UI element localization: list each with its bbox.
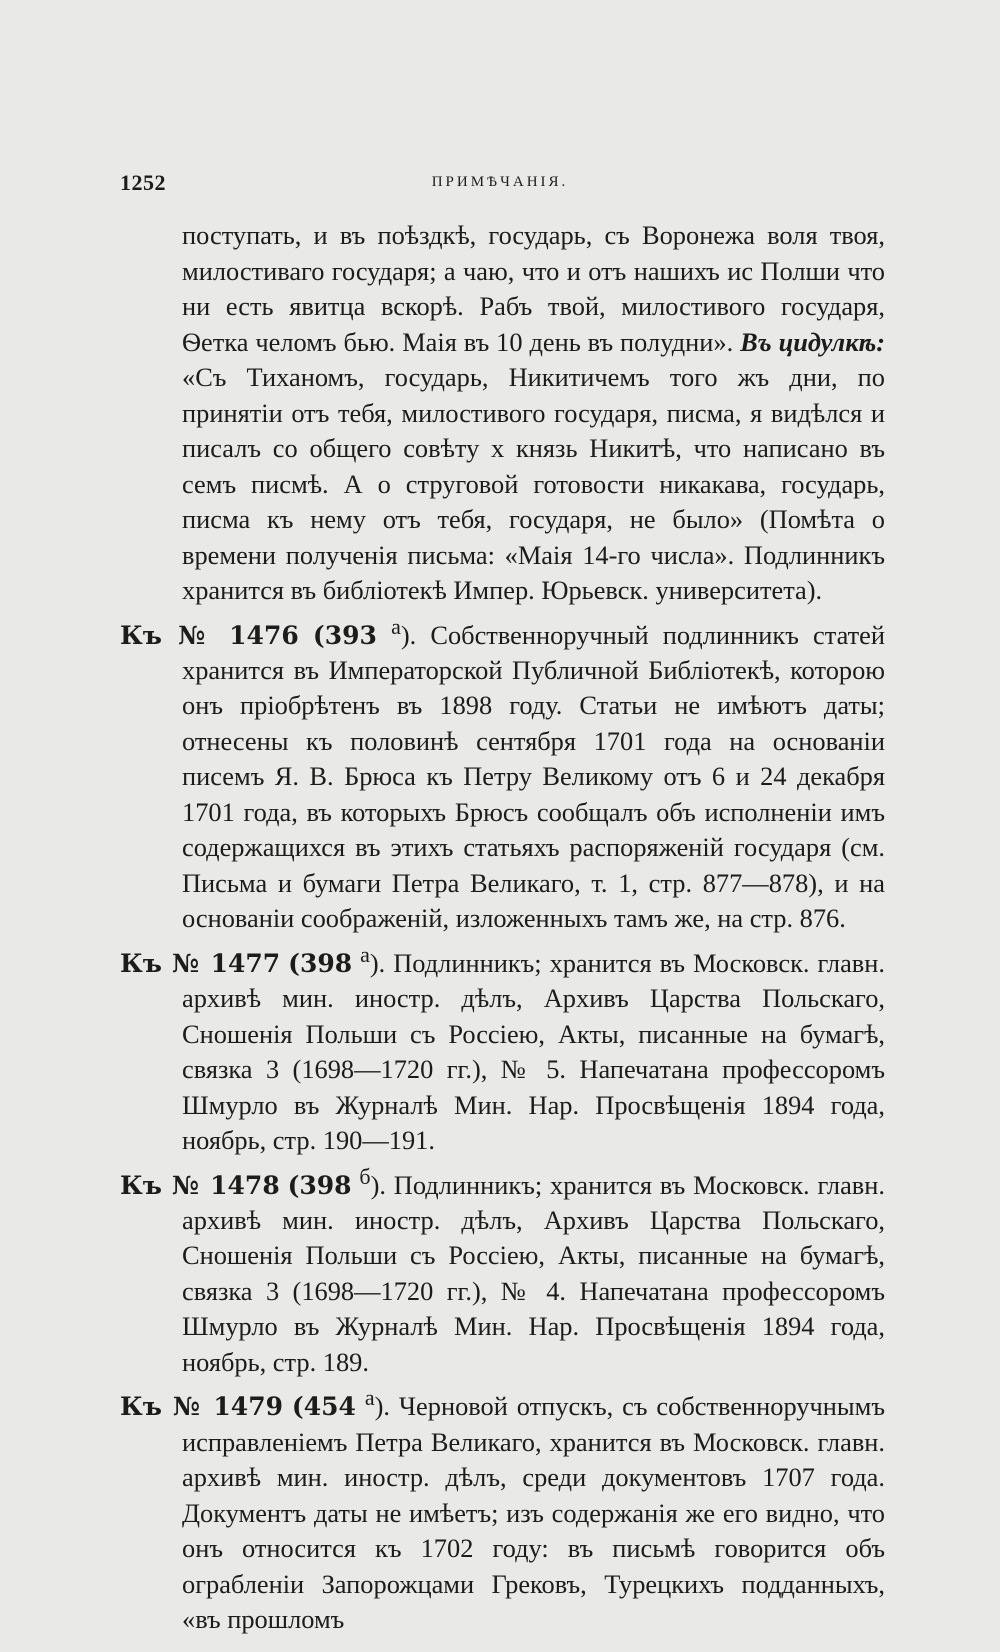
- note-entry-1479: [120, 1380, 885, 1637]
- entry-reference: Къ № 1478: [120, 1170, 280, 1200]
- page-header: [120, 170, 880, 200]
- continuation-text-2: «Съ Тиханомъ, государь, Никитичемъ того жъ дни, по принятіи отъ тебя, милостивого государя, писма, я видѣлся и писалъ со общего совѣту х князь Никитѣ, что написано въ семъ писмѣ. А о струговой готовости никакава, государь, писма къ нему отъ тебя, государя, не было» (Помѣта о времени полученія письма: «Маія 14-го числа». Подлинникъ хранится въ библіотекѣ Импер. Юрьевск. университета).: [182, 362, 885, 605]
- running-title: ПРИМѢЧАНІЯ.: [431, 174, 569, 190]
- entry-page-suffix: а: [360, 941, 370, 967]
- entry-page-ref: (398: [288, 948, 353, 978]
- entry-reference: Къ № 1477: [120, 948, 281, 978]
- page-body: [120, 218, 885, 1638]
- note-entry-1476: [120, 609, 885, 937]
- emphasis-text: Въ цидулкѣ:: [740, 326, 885, 357]
- entry-page-ref: (398: [287, 1170, 352, 1200]
- entry-page-ref: (454: [291, 1392, 356, 1422]
- entry-text: ). Черновой отпускъ, съ собственноручнымъ исправленіемъ Петра Великаго, хранится въ Московск. главн. архивѣ мин. иностр. дѣлъ, среди документовъ 1707 года. Документъ даты не имѣетъ; изъ содержанія же его видно, что онъ относится къ 1702 году: въ письмѣ говорится объ ограбленіи Запорожцами Грековъ, Турецкихъ подданныхъ, «въ прошломъ: [182, 1391, 885, 1635]
- continuation-paragraph: [120, 218, 885, 609]
- note-entry-1477: [120, 937, 885, 1159]
- page-number: 1252: [120, 170, 166, 195]
- entry-text: ). Подлинникъ; хранится въ Московск. главн. архивѣ мин. иностр. дѣлъ, Архивъ Царства Польскаго, Сношенія Польши съ Россіею, Акты, писанные на бумагѣ, связка 3 (1698—1720 гг.), № 4. Напечатана профессоромъ Шмурло въ Журналѣ Мин. Нар. Просвѣщенія 1894 года, ноябрь, стр. 189.: [182, 1169, 885, 1377]
- entry-text: ). Собственноручный подлинникъ статей хранится въ Императорской Публичной Библіотекѣ, которою онъ пріобрѣтенъ въ 1898 году. Статьи не имѣютъ даты; отнесены къ половинѣ сентября 1701 года на основаніи писемъ Я. В. Брюса къ Петру Великому отъ 6 и 24 декабря 1701 года, въ которыхъ Брюсъ сообщалъ объ исполненіи имъ содержащихся въ этихъ статьяхъ распоряженій государя (см. Письма и бумаги Петра Великаго, т. 1, стр. 877—878), и на основаніи соображеній, изложенныхъ тамъ же, на стр. 876.: [182, 619, 885, 934]
- entry-page-ref: (393: [312, 620, 377, 650]
- entry-text: ). Подлинникъ; хранится въ Московск. главн. архивѣ мин. иностр. дѣлъ, Архивъ Царства Польскаго, Сношенія Польши съ Россіею, Акты, писанные на бумагѣ, связка 3 (1698—1720 гг.), № 5. Напечатана профессоромъ Шмурло въ Журналѣ Мин. Нар. Просвѣщенія 1894 года, ноябрь, стр. 190—191.: [182, 947, 885, 1156]
- entry-page-suffix: а: [364, 1385, 375, 1411]
- entry-page-suffix: б: [359, 1163, 371, 1189]
- note-entry-1478: [120, 1159, 885, 1381]
- entry-page-suffix: а: [391, 613, 401, 639]
- continuation-text-1: поступать, и въ поѣздкѣ, государь, съ Воронежа воля твоя, милостиваго государя; а чаю, что и отъ нашихъ ис Полши что ни есть явитца вскорѣ. Рабъ твой, милостивого государя, Ѳетка челомъ бью. Маія въ 10 день въ полудни».: [182, 220, 885, 357]
- entry-reference: Къ № 1479: [120, 1392, 283, 1422]
- entry-reference: Къ № 1476: [120, 620, 299, 650]
